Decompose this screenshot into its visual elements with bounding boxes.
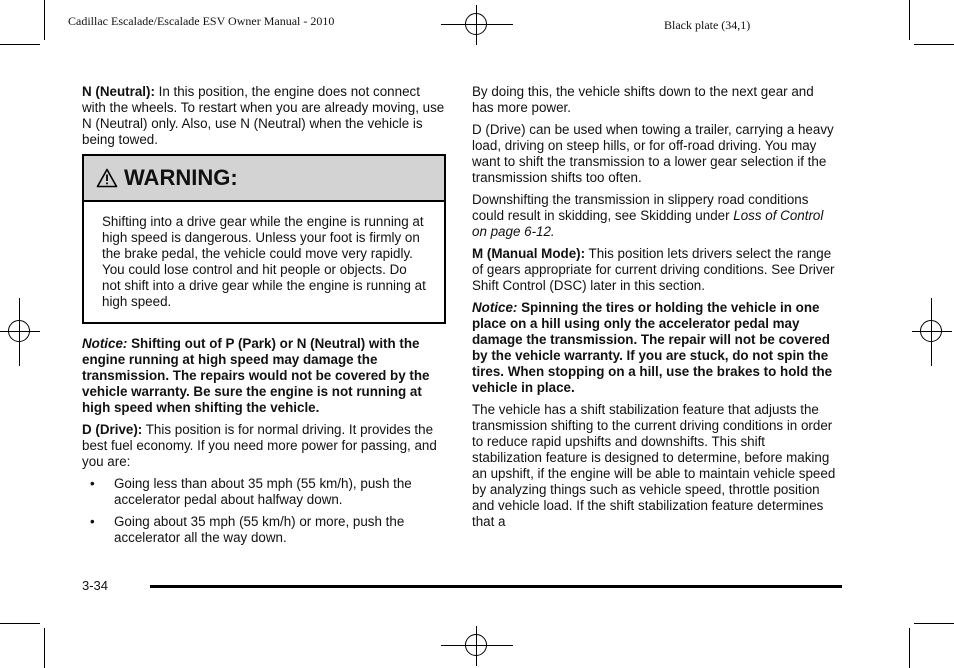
footer-rule [150,585,842,588]
bullet-icon: • [90,514,95,529]
list-item-text: Going about 35 mph (55 km/h) or more, push the accelerator all the way down. [114,514,405,545]
paragraph-text: Downshifting the transmission in slippery road conditions could result in skidding, see Skidding under [472,192,809,223]
running-header: Cadillac Escalade/Escalade ESV Owner Manual - 2010 [68,14,335,28]
notice-text: Shifting out of P (Park) or N (Neutral) with the engine running at high speed may damage the transmission. The repairs would not be covered by the vehicle warranty. Be sure the engine is not running at high speed when shifting the vehicle. [82,336,430,415]
notice-text: Spinning the tires or holding the vehicle in one place on a hill using only the accelerator pedal may damage the transmission. The repair will not be covered by the vehicle warranty. If you are stuck, do not spin the tires. When stopping on a hill, use the brakes to hold the vehicle in place. [472,300,833,395]
manual-mode-text: This position lets drivers select the range of gears appropriate for current driving conditions. See Driver Shift Control (DSC) later in this section. [472,246,835,293]
list-item [82,476,446,508]
plate-label: Black plate (34,1) [664,18,751,32]
notice-label: Notice: [82,336,128,351]
neutral-label: N (Neutral): [82,84,155,99]
warning-header [84,156,444,202]
manual-mode-label: M (Manual Mode): [472,246,586,261]
registration-mark-icon [0,312,40,352]
drive-label: D (Drive): [82,422,143,437]
bullet-icon: • [90,476,95,491]
manual-mode-paragraph [472,246,838,294]
registration-mark-icon [912,312,952,352]
notice-label: Notice: [472,300,518,315]
crop-mark [0,44,40,45]
crop-mark [914,44,954,45]
bullet-list [82,476,446,546]
warning-triangle-icon [96,168,118,188]
cross-reference: Loss of Control on page 6-12. [472,208,824,239]
paragraph: By doing this, the vehicle shifts down to the next gear and has more power. [472,84,814,115]
drive-paragraph [82,422,446,470]
crop-mark [44,0,45,40]
neutral-paragraph [82,84,446,148]
skidding-paragraph [472,192,838,240]
crop-mark [909,628,910,668]
right-column [472,84,838,536]
warning-title: WARNING: [124,165,238,190]
drive-text: This position is for normal driving. It provides the best fuel economy. If you need more power for passing, and you are: [82,422,437,469]
warning-text: Shifting into a drive gear while the engine is running at high speed is dangerous. Unless your foot is firmly on the brake pedal, the vehicle could move very rapidly. You could lose control and hit people or objects. Do not shift into a drive gear while the engine is running at high speed. [102,214,426,309]
list-item-text: Going less than about 35 mph (55 km/h), push the accelerator pedal about halfway down. [114,476,412,507]
crop-mark [44,628,45,668]
left-column [82,84,446,552]
paragraph: The vehicle has a shift stabilization feature that adjusts the transmission shifting to the current driving conditions in order to reduce rapid upshifts and downshifts. This shift stabilization feature is designed to determine, before making an upshift, if the engine will be able to maintain vehicle speed by analyzing things such as vehicle speed, throttle position and vehicle load. If the shift stabilization feature determines that a [472,402,836,529]
paragraph: D (Drive) can be used when towing a trailer, carrying a heavy load, driving on steep hills, or for off-road driving. You may want to shift the transmission to a lower gear selection if the transmission shifts too often. [472,122,834,185]
crop-mark [914,623,954,624]
registration-mark-icon [457,626,497,666]
crop-mark [909,0,910,40]
registration-mark-icon [457,5,497,45]
warning-box [82,154,446,324]
page-number: 3-34 [82,578,109,593]
crop-mark [0,623,40,624]
neutral-text: In this position, the engine does not connect with the wheels. To restart when you are already moving, use N (Neutral) only. Also, use N (Neutral) when the vehicle is being towed. [82,84,445,147]
notice-paragraph [82,336,446,416]
notice-paragraph [472,300,838,396]
list-item [82,514,446,546]
